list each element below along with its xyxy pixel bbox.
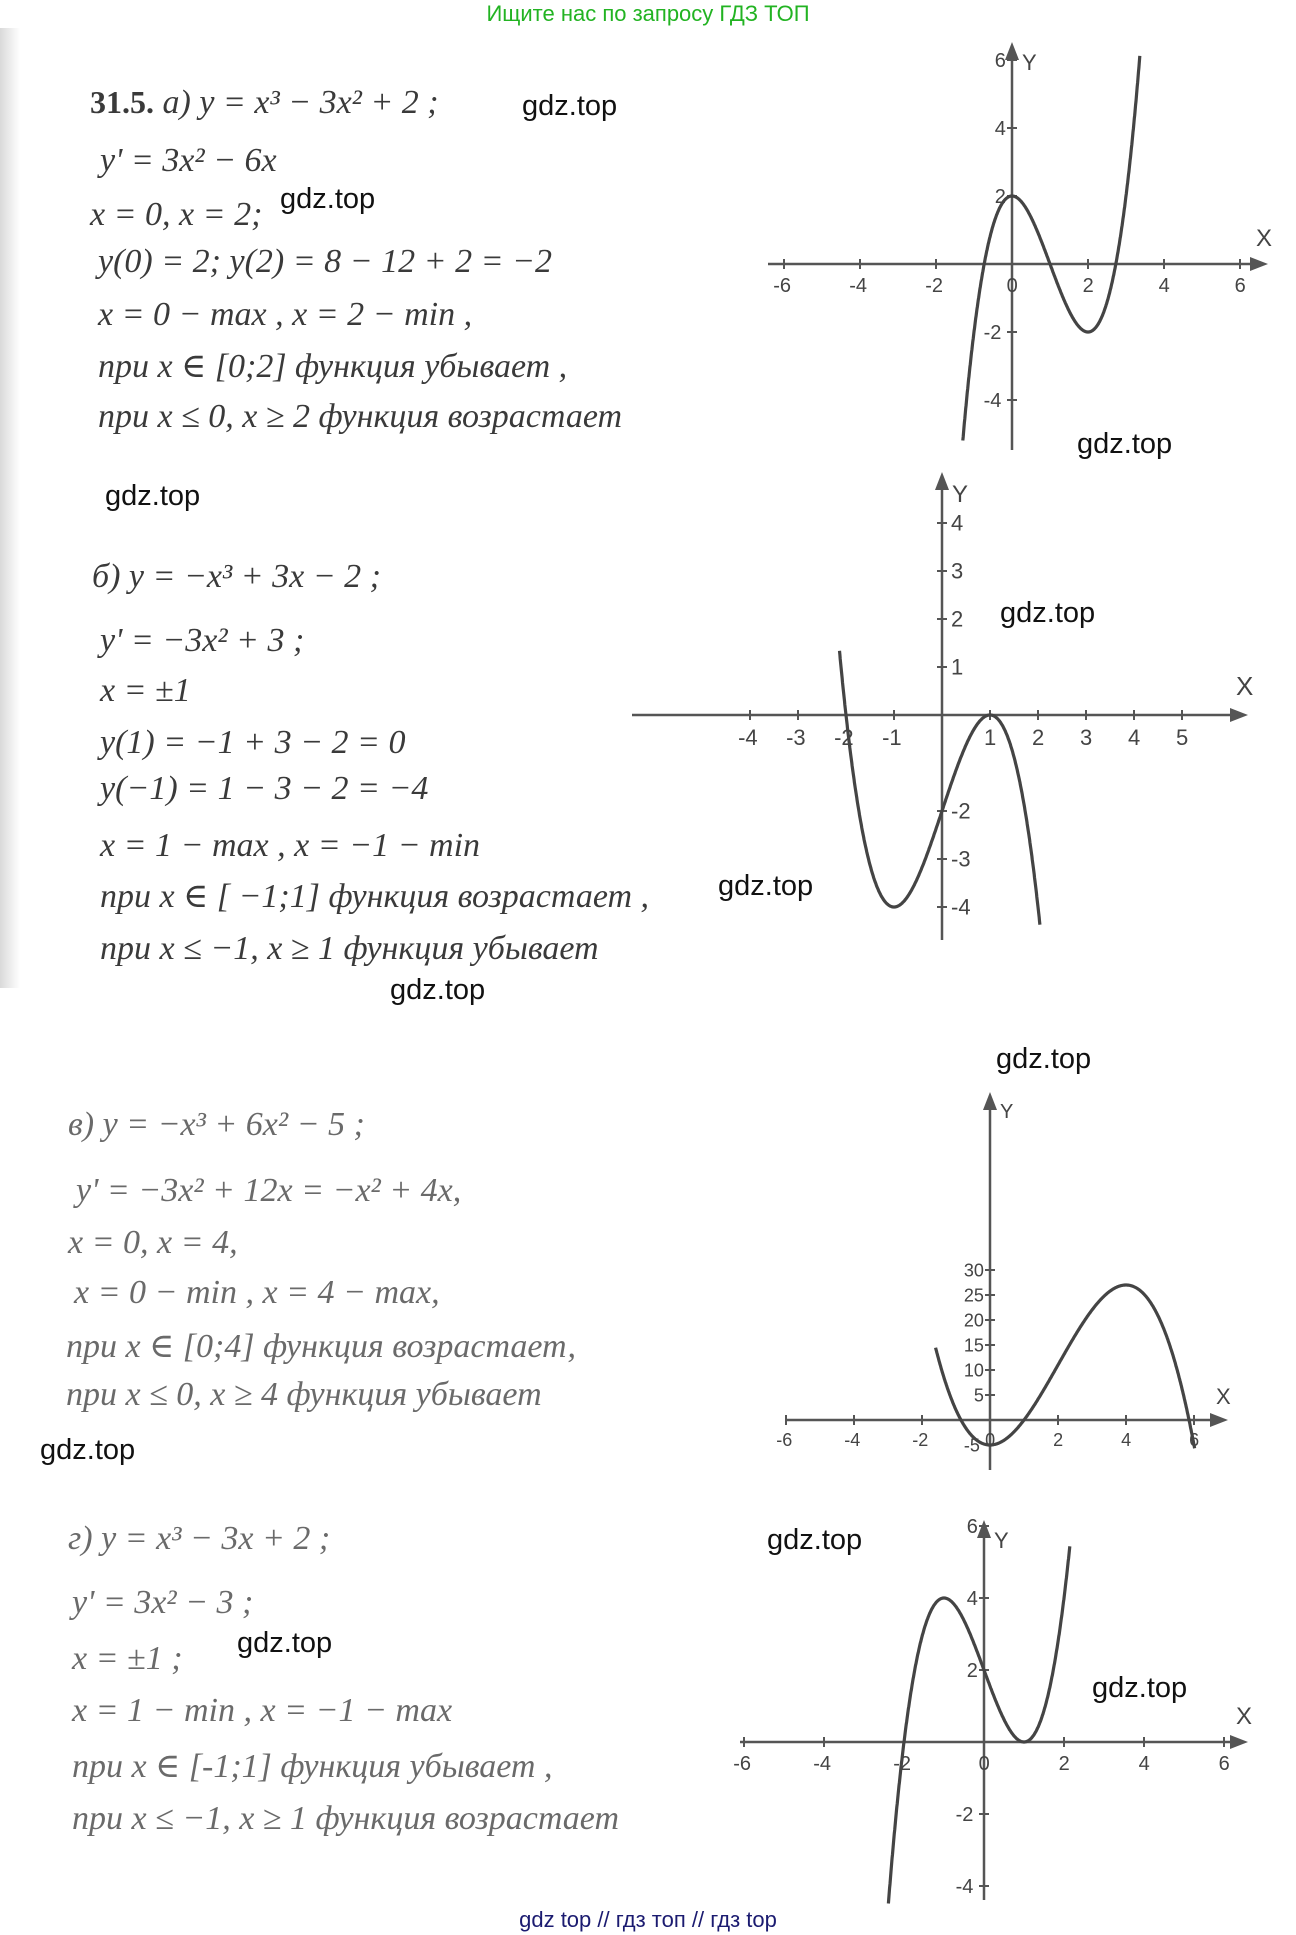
function-curve <box>963 56 1140 441</box>
watermark: gdz.top <box>1077 428 1173 460</box>
watermark: gdz.top <box>1092 1672 1188 1704</box>
y-axis-arrow <box>983 1092 997 1110</box>
y-axis-arrow <box>1005 42 1019 60</box>
x-tick-label: -2 <box>925 275 943 297</box>
x-tick-label: -1 <box>882 725 902 750</box>
footer-links[interactable]: gdz top // гдз топ // гдз top <box>519 1907 777 1932</box>
watermark: gdz.top <box>237 1627 333 1659</box>
graph-part-a <box>740 40 1273 460</box>
part-b-line: при x ≤ −1, x ≥ 1 функция убывает <box>100 930 599 967</box>
watermark: gdz.top <box>280 183 376 215</box>
part-a-line: при x ∈ [0;2] функция убывает , <box>98 348 568 385</box>
y-tick-label: -2 <box>951 798 971 824</box>
ad-banner[interactable]: Ищите нас по запросу ГДЗ ТОП <box>486 1 810 26</box>
x-tick-label: 6 <box>1189 1430 1200 1450</box>
part-a-line: y' = 3x² − 6x <box>100 142 277 179</box>
y-tick-label: 4 <box>994 118 1006 140</box>
x-tick-label: 6 <box>1218 1753 1230 1775</box>
y-tick-label: 5 <box>973 1385 984 1406</box>
x-tick-label: -4 <box>844 1430 861 1450</box>
x-axis-label: X <box>1256 225 1273 252</box>
part-g-line: при x ≤ −1, x ≥ 1 функция возрастает <box>72 1800 620 1837</box>
x-tick-label: -2 <box>912 1430 929 1450</box>
part-g-line: y' = 3x² − 3 ; <box>72 1584 254 1621</box>
x-tick-label: -4 <box>738 725 758 750</box>
part-g-line: x = 1 − min , x = −1 − max <box>72 1692 453 1729</box>
part-g-line: при x ∈ [-1;1] функция убывает , <box>72 1748 553 1785</box>
x-tick-label: 2 <box>1053 1430 1064 1450</box>
y-axis-arrow <box>977 1520 991 1538</box>
y-tick-label: 6 <box>994 50 1006 72</box>
graph-part-g <box>730 1510 1253 1910</box>
x-tick-label: 0 <box>985 1430 996 1450</box>
x-tick-label: -2 <box>893 1753 911 1775</box>
y-tick-label: 30 <box>963 1260 984 1281</box>
y-tick-label: 2 <box>966 1660 978 1682</box>
x-tick-label: 2 <box>1082 275 1094 297</box>
y-tick-label: 1 <box>951 654 964 680</box>
y-tick-label: -4 <box>983 390 1002 412</box>
watermark: gdz.top <box>105 480 201 512</box>
watermark: gdz.top <box>40 1434 136 1466</box>
x-tick-label: 1 <box>984 725 997 750</box>
x-tick-label: 2 <box>1032 725 1045 750</box>
part-v-line: y' = −3x² + 12x = −x² + 4x, <box>76 1172 462 1209</box>
x-tick-label: 3 <box>1080 725 1093 750</box>
x-axis-arrow <box>1230 1735 1248 1749</box>
y-tick-label: 25 <box>963 1285 984 1306</box>
watermark: gdz.top <box>996 1043 1092 1075</box>
x-tick-label: -6 <box>776 1430 793 1450</box>
part-v-line: при x ≤ 0, x ≥ 4 функция убывает <box>66 1376 542 1413</box>
y-axis-label: Y <box>1000 1101 1014 1123</box>
part-b-line: б) y = −x³ + 3x − 2 ; <box>92 558 381 595</box>
y-axis-label: Y <box>952 481 969 508</box>
x-axis-label: X <box>1236 1703 1253 1730</box>
x-axis-arrow <box>1250 257 1268 271</box>
x-tick-label: 5 <box>1176 725 1189 750</box>
y-tick-label: 6 <box>966 1516 978 1538</box>
function-curve <box>888 1546 1069 1903</box>
y-tick-label: -2 <box>983 322 1002 344</box>
x-axis-label: X <box>1236 671 1254 702</box>
part-a-line: x = 0 − max , x = 2 − min , <box>98 296 473 333</box>
y-tick-label: 4 <box>951 510 964 536</box>
y-tick-label: 20 <box>963 1310 984 1331</box>
part-v-line: в) y = −x³ + 6x² − 5 ; <box>68 1106 365 1143</box>
x-tick-label: -6 <box>773 275 791 297</box>
watermark: gdz.top <box>767 1524 863 1556</box>
x-axis-label: X <box>1216 1383 1231 1409</box>
graph-part-b <box>620 470 1260 950</box>
x-tick-label: 0 <box>1006 275 1018 297</box>
y-tick-label: 2 <box>951 606 964 632</box>
x-tick-label: -4 <box>813 1753 831 1775</box>
part-b-line: y(1) = −1 + 3 − 2 = 0 <box>100 724 406 761</box>
watermark: gdz.top <box>1000 597 1096 629</box>
part-g-line: г) y = x³ − 3x + 2 ; <box>68 1520 331 1557</box>
problem-number: 31.5. <box>90 84 154 120</box>
part-a-line: y(0) = 2; y(2) = 8 − 12 + 2 = −2 <box>98 243 552 280</box>
x-axis-arrow <box>1230 708 1248 722</box>
y-axis-arrow <box>935 472 949 490</box>
x-tick-label: 4 <box>1158 275 1170 297</box>
watermark: gdz.top <box>718 870 814 902</box>
part-b-line: x = 1 − max , x = −1 − min <box>100 827 481 864</box>
x-tick-label: 4 <box>1128 725 1141 750</box>
y-tick-label: 10 <box>963 1360 984 1381</box>
y-tick-label: 2 <box>994 186 1006 208</box>
y-axis-label: Y <box>1022 50 1037 75</box>
y-tick-label: -5 <box>963 1435 980 1456</box>
watermark: gdz.top <box>390 974 486 1006</box>
x-tick-label: 2 <box>1058 1753 1070 1775</box>
x-axis-arrow <box>1210 1413 1228 1427</box>
part-a-line: x = 0, x = 2; <box>90 196 263 233</box>
y-tick-label: 4 <box>966 1588 978 1610</box>
part-v-line: x = 0, x = 4, <box>68 1224 238 1261</box>
watermark: gdz.top <box>522 90 618 122</box>
x-tick-label: -4 <box>849 275 867 297</box>
y-tick-label: -2 <box>955 1804 974 1826</box>
x-tick-label: 6 <box>1234 275 1246 297</box>
y-axis-label: Y <box>994 1528 1009 1553</box>
x-tick-label: 0 <box>978 1753 990 1775</box>
part-g-line: x = ±1 ; <box>72 1640 183 1677</box>
x-tick-label: -3 <box>786 725 806 750</box>
y-tick-label: 15 <box>963 1335 984 1356</box>
x-tick-label: -6 <box>733 1753 751 1775</box>
part-a-line: при x ≤ 0, x ≥ 2 функция возрастает <box>98 398 623 435</box>
part-v-line: x = 0 − min , x = 4 − max, <box>74 1274 440 1311</box>
graph-part-v <box>770 1090 1230 1480</box>
problem-a-title: 31.5. а) y = x³ − 3x² + 2 ; <box>90 84 439 121</box>
y-tick-label: -4 <box>955 1876 974 1898</box>
y-tick-label: 3 <box>951 558 964 584</box>
x-tick-label: 4 <box>1138 1753 1150 1775</box>
x-tick-label: -2 <box>834 725 854 750</box>
part-b-line: x = ±1 <box>100 672 191 709</box>
x-tick-label: 4 <box>1121 1430 1132 1450</box>
part-b-line: при x ∈ [ −1;1] функция возрастает , <box>100 878 650 915</box>
part-b-line: y(−1) = 1 − 3 − 2 = −4 <box>100 770 429 807</box>
function-curve <box>840 651 1040 925</box>
part-b-line: y' = −3x² + 3 ; <box>100 622 305 659</box>
y-tick-label: -4 <box>951 894 971 920</box>
scan-edge-shadow <box>0 28 20 988</box>
part-v-line: при x ∈ [0;4] функция возрастает, <box>66 1328 576 1365</box>
y-tick-label: -3 <box>951 846 971 872</box>
